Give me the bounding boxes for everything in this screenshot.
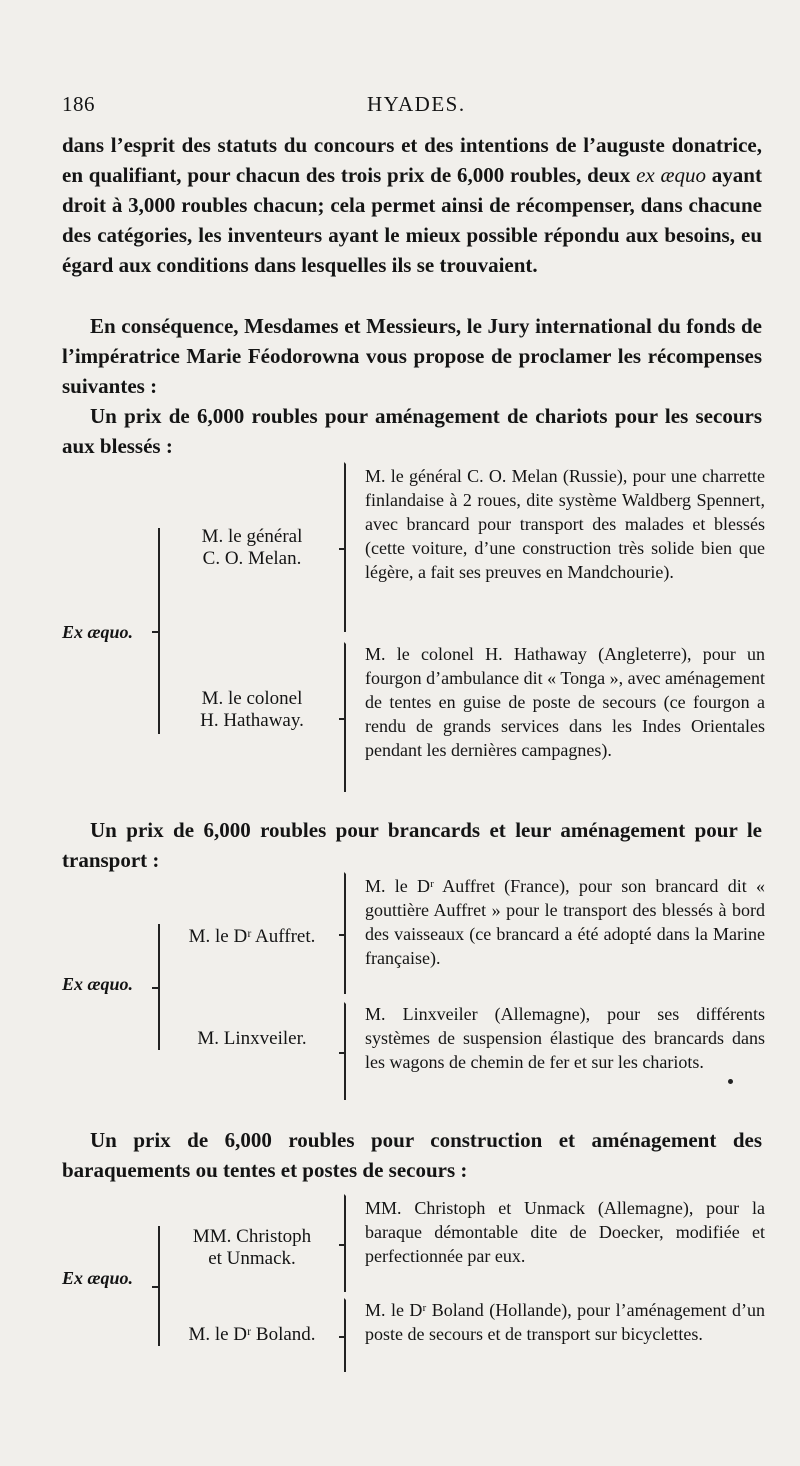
award-description-melan: M. le général C. O. Melan (Russie), pour une charrette finlandaise à 2 roues, dite système Waldberg Spennert, avec brancard pour transport des malades et blessés (cette voiture, d’une construction très solide bien que légère, a fait ses preuves en Mandchourie).: [365, 466, 765, 582]
award-description-boland: M. le Dʳ Boland (Hollande), pour l’aménagement d’un poste de secours et de transport sur bicyclettes.: [365, 1300, 765, 1344]
print-speck: [728, 1079, 733, 1084]
recipient-name-line: M. le Dʳ Boland.: [188, 1324, 316, 1345]
recipient-name-christoph-unmack: [168, 1226, 336, 1270]
brace-large: [158, 1226, 168, 1346]
recipient-name-hathaway: [168, 688, 336, 732]
paragraph-intro-text: dans l’esprit des statuts du concours et des intentions de l’auguste donatrice, en qualifiant, pour chacun des trois prix de 6,000 roubles, deux: [62, 133, 762, 187]
paragraph-intro-italic: ex æquo: [636, 163, 707, 187]
ex-aequo-label: Ex æquo.: [62, 974, 134, 994]
recipient-name-line: M. le Dʳ Auffret.: [188, 926, 316, 947]
award-block-chariots: [62, 462, 772, 794]
brace-small: [344, 1298, 354, 1372]
award-block-baraquements: [62, 1194, 772, 1374]
award-block-brancards: [62, 872, 772, 1098]
recipient-name-line: H. Hathaway.: [200, 710, 304, 731]
brace-small: [344, 642, 354, 792]
recipient-name-melan: [168, 526, 336, 570]
running-title: HYADES.: [367, 92, 466, 116]
brace-small: [344, 462, 354, 632]
recipient-name-line: M. le colonel: [201, 688, 303, 709]
brace-large: [158, 528, 168, 734]
recipient-name-linxveiler: [168, 1028, 336, 1050]
ex-aequo-label: Ex æquo.: [62, 622, 134, 642]
page-header: [62, 92, 762, 118]
recipient-name-line: M. Linxveiler.: [197, 1028, 307, 1049]
brace-small: [344, 1002, 354, 1100]
recipient-name-line: et Unmack.: [208, 1248, 296, 1269]
award-description-hathaway: M. le colonel H. Hathaway (Angleterre), pour un fourgon d’ambulance dit « Tonga », avec aménagement de tentes en guise de poste de secours (ce fourgon a rendu de grands services dans les Indes Orientales pendant les dernières campagnes).: [365, 644, 765, 760]
recipient-name-line: C. O. Melan.: [202, 548, 302, 569]
paragraph-intro-tail: ayant droit à 3,000 roubles chacun; cela permet ainsi de récompenser, dans chacune des catégories, les inventeurs ayant le mieux possible répondu aux besoins, eu égard aux conditions dans lesquelles ils se trouvaient.: [62, 163, 762, 277]
brace-small: [344, 872, 354, 994]
recipient-name-auffret: [168, 926, 336, 948]
page-number: 186: [62, 92, 95, 116]
prize-heading-brancards: Un prix de 6,000 roubles pour brancards et leur aménagement pour le transport :: [62, 818, 762, 872]
brace-small: [344, 1194, 354, 1292]
brace-large: [158, 924, 168, 1050]
paragraph-intro: [62, 130, 762, 280]
recipient-name-line: MM. Christoph: [192, 1226, 312, 1247]
award-description-christoph-unmack: MM. Christoph et Unmack (Allemagne), pour la baraque démontable dite de Doecker, modifiée et perfectionnée par eux.: [365, 1198, 765, 1266]
recipient-name-line: M. le général: [201, 526, 303, 547]
ex-aequo-label: Ex æquo.: [62, 1268, 134, 1288]
paragraph-proclamation: En conséquence, Mesdames et Messieurs, le Jury international du fonds de l’impératrice Marie Féodorowna vous propose de proclamer les récompenses suivantes :: [62, 314, 762, 398]
recipient-name-boland: [168, 1324, 336, 1346]
award-description-auffret: M. le Dʳ Auffret (France), pour son brancard dit « gouttière Auffret » pour le transport des blessés à bord des vaisseaux (ce brancard a été adopté dans la Marine française).: [365, 876, 765, 968]
prize-heading-chariots: Un prix de 6,000 roubles pour aménagement de chariots pour les secours aux blessés :: [62, 404, 762, 458]
award-description-linxveiler: M. Linxveiler (Allemagne), pour ses différents systèmes de suspension élastique des brancards dans les wagons de chemin de fer et sur les chariots.: [365, 1004, 765, 1072]
prize-heading-baraquements: Un prix de 6,000 roubles pour construction et aménagement des baraquements ou tentes et postes de secours :: [62, 1128, 762, 1182]
